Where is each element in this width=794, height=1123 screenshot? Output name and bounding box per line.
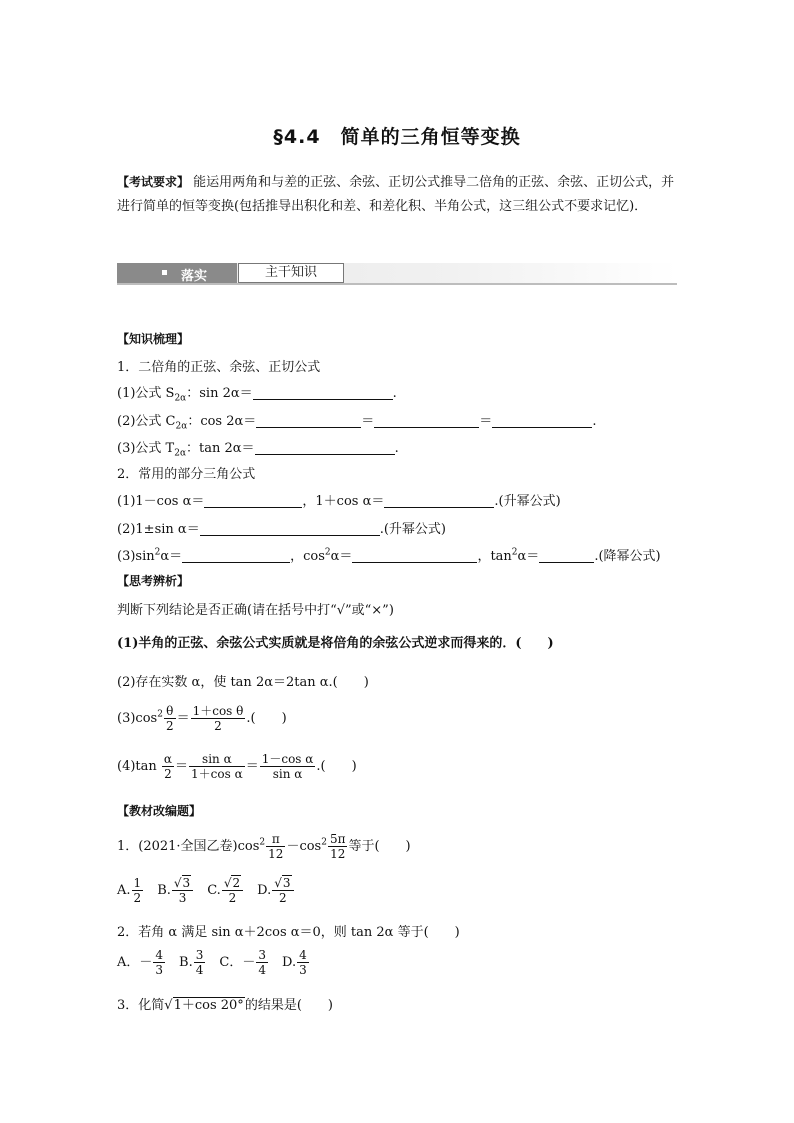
section-banner [117,263,677,285]
problem-3: 3．化简√1＋cos 20°的结果是( ) [117,998,333,1013]
textbook-heading: 【教材改编题】 [117,804,202,818]
blank [204,494,302,508]
knowledge-heading: 【知识梳理】 [117,332,190,346]
thinking-intro: 判断下列结论是否正确(请在括号中打“√”或“×”) [117,603,394,618]
formula-s2a: (1)公式 $S_{2\alpha}$：sin 2α＝ . [117,386,397,404]
thinking-q4: (4)tan $\frac{\alpha}{2}$ ＝ $\frac{\text{sin α}}{\text{1＋cos α}}$ ＝ $\frac{\text{1－cos α}}{\text{sin α}}$ .( ) [117,752,357,781]
banner-right-label: 主干知识 [238,263,344,283]
blank [200,522,380,536]
page-title: §4.4 简单的三角恒等变换 [273,126,521,148]
thinking-q1: (1)半角的正弦、余弦公式实质就是将倍角的余弦公式逆求而得来的．( ) [117,636,554,651]
problem-1: 1．(2021·全国乙卷)$\cos^2$ $\frac{\pi}{12}$ $-\cos^2$ $\frac{5\pi}{12}$ 等于( ) [117,832,411,861]
blank [352,549,477,563]
formula-1-cos: (1)1－cos α＝ ，1＋cos α＝ .(升幂公式) [117,494,561,509]
blank [255,441,395,455]
knowledge-item-1: 1．二倍角的正弦、余弦、正切公式 [117,360,321,375]
formula-1-sin: (2)1±sin α＝ .(升幂公式) [117,522,446,537]
blank [253,386,393,400]
requirements-tag: 【考试要求】 [117,175,190,189]
formula-t2a: (3)公式 $T_{2\alpha}$：tan 2α＝ . [117,441,399,459]
blank [182,549,290,563]
blank [492,414,592,428]
requirements-text: 能运用两角和与差的正弦、余弦、正切公式推导二倍角的正弦、余弦、正切公式，并进行简单的恒等变换(包括推导出积化和差、和差化积、半角公式，这三组公式不要求记忆)． [117,175,675,214]
thinking-q2: (2)存在实数 α，使 tan 2α＝2tan α.( ) [117,675,369,690]
blank [374,414,479,428]
banner-dark-block [117,263,237,283]
banner-left-label: 落实 [181,269,208,284]
thinking-q3: $(3)\cos^2$ $\frac{\theta}{2}$ ＝ $\frac{\text{1＋cos θ}}{2}$ .( ) [117,704,287,733]
problem-2-options: A．－ $\frac{4}{3}$ B. $\frac{3}{4}$ C．－ $\frac{3}{4}$ D. $\frac{4}{3}$ [117,948,307,977]
knowledge-item-2: 2．常用的部分三角公式 [117,467,256,482]
blank [384,494,494,508]
formula-power-down: $(3)\sin^2\alpha=$ ，$\cos^2\alpha=$ ，$\tan^2\alpha=$ .(降幂公式) [117,547,661,564]
square-bullet-icon [162,270,167,275]
blank [539,549,594,563]
problem-1-options: A. $\frac{1}{2}$ B. $\frac{√3}{3}$ C. $\frac{√2}{2}$ D. $\frac{√3}{2}$ [117,876,295,905]
formula-c2a: (2)公式 $C_{2\alpha}$：cos 2α＝ ＝ ＝ . [117,414,597,432]
problem-2: 2．若角 α 满足 sin α＋2cos α＝0，则 tan 2α 等于( ) [117,925,460,940]
exam-requirements [117,170,682,219]
thinking-heading: 【思考辨析】 [117,574,190,588]
blank [256,414,361,428]
